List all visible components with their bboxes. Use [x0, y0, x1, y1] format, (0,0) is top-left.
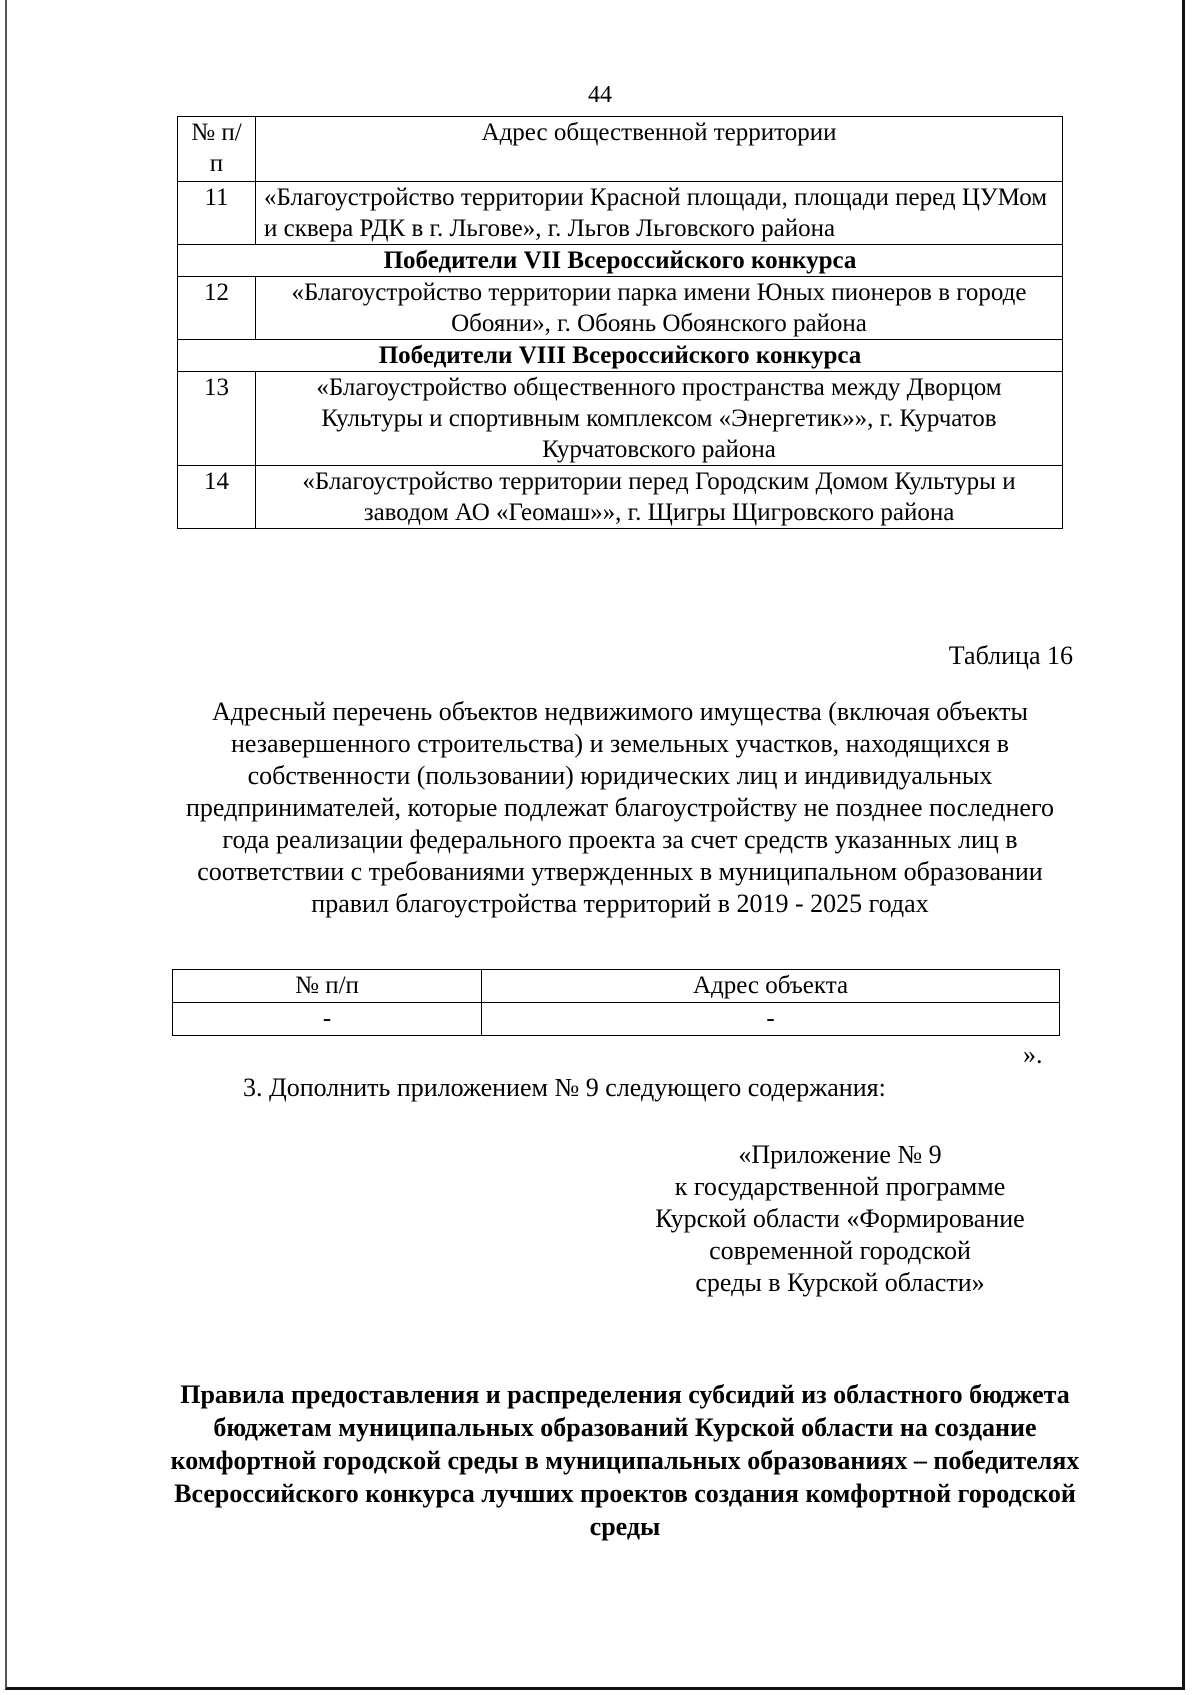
table-header-row — [178, 117, 1063, 182]
table-row — [178, 277, 1063, 340]
table-caption: Таблица 16 — [948, 641, 1073, 670]
row-address: - — [482, 1003, 1060, 1036]
appendix-line: современной городской — [709, 1236, 971, 1265]
group-row — [178, 245, 1063, 277]
header-num: № п/п — [178, 117, 256, 182]
appendix-line: к государственной программе — [674, 1172, 1006, 1201]
table-row — [178, 182, 1063, 245]
page-number: 44 — [588, 82, 612, 108]
objects-table — [172, 969, 1060, 1036]
group-row — [178, 340, 1063, 372]
row-num: 13 — [178, 372, 256, 466]
group-title: Победители VII Всероссийского конкурса — [178, 245, 1063, 277]
row-num: 11 — [178, 182, 256, 245]
table-row — [173, 1003, 1060, 1036]
row-num: 14 — [178, 466, 256, 529]
table-row — [178, 372, 1063, 466]
row-address: «Благоустройство территории перед Городским Домом Культуры и заводом АО «Геомаш»», г. Щигры Щигровского района — [256, 466, 1063, 529]
row-address: «Благоустройство общественного пространства между Дворцом Культуры и спортивным комплексом «Энергетик»», г. Курчатов Курчатовского района — [256, 372, 1063, 466]
row-address: «Благоустройство территории Красной площади, площади перед ЦУМом и сквера РДК в г. Льгове», г. Льгов Льговского района — [256, 182, 1063, 245]
group-title: Победители VIII Всероссийского конкурса — [178, 340, 1063, 372]
closing-quote: ». — [1023, 1040, 1043, 1069]
rules-title: Правила предоставления и распределения субсидий из областного бюджета бюджетам муниципальных образований Курской области на создание комфортной городской среды в муниципальных образованиях – победителях Всероссийского конкурса лучших проектов создания комфортной городской среды — [170, 1380, 1080, 1541]
appendix-header — [600, 1139, 1080, 1299]
header-address: Адрес общественной территории — [256, 117, 1063, 182]
header-num: № п/п — [173, 970, 482, 1003]
table-title: Адресный перечень объектов недвижимого имущества (включая объекты незавершенного строительства) и земельных участков, находящихся в собственности (пользовании) юридических лиц и индивидуальных предпринимателей, которые подлежат благоустройству не позднее последнего года реализации федерального проекта за счет средств указанных лиц в соответствии с требованиями утвержденных в муниципальном образовании правил благоустройства территорий в 2019 - 2025 годах — [186, 697, 1054, 918]
table-header-row — [173, 970, 1060, 1003]
header-address: Адрес объекта — [482, 970, 1060, 1003]
row-address: «Благоустройство территории парка имени Юных пионеров в городе Обояни», г. Обоянь Обоянского района — [256, 277, 1063, 340]
appendix-line: «Приложение № 9 — [738, 1140, 942, 1169]
appendix-line: среды в Курской области» — [695, 1268, 985, 1297]
instruction-paragraph: 3. Дополнить приложением № 9 следующего содержания: — [243, 1073, 886, 1102]
row-num: - — [173, 1003, 482, 1036]
appendix-line: Курской области «Формирование — [655, 1204, 1025, 1233]
territories-table — [177, 116, 1063, 529]
row-num: 12 — [178, 277, 256, 340]
table-row — [178, 466, 1063, 529]
